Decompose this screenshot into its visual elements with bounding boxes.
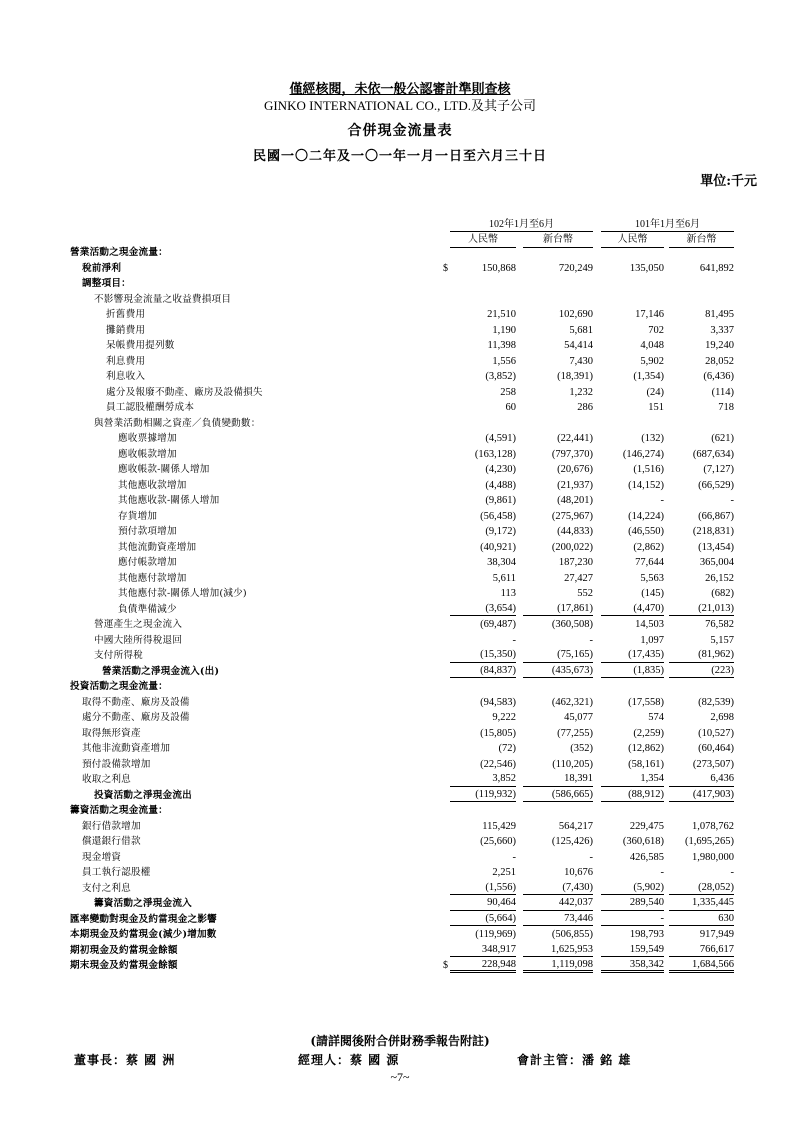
table-row — [0, 571, 800, 587]
table-row — [0, 369, 800, 385]
value-cell: (275,967) — [551, 510, 593, 522]
value-cell: (22,546) — [480, 758, 516, 770]
table-row — [0, 850, 800, 866]
value-cell: - — [589, 634, 593, 646]
table-row — [0, 803, 800, 819]
row-label: 取得無形資產 — [82, 727, 141, 739]
value-cell: (119,932) — [450, 788, 516, 803]
value-cell: 574 — [648, 712, 664, 723]
row-label: 營業活動之淨現金流入(出) — [102, 665, 220, 677]
value-cell: (797,370) — [551, 448, 593, 460]
currency-symbol: $ — [443, 960, 448, 971]
value-cell: (3,654) — [450, 602, 516, 617]
value-cell: 135,050 — [629, 262, 664, 274]
value-cell: (82,539) — [698, 696, 734, 708]
value-cell: - — [660, 495, 664, 506]
value-cell: (5,664) — [450, 912, 516, 927]
row-label: 應付帳款增加 — [118, 557, 177, 568]
table-row — [0, 943, 800, 959]
value-cell: 187,230 — [558, 557, 593, 568]
table-row — [0, 617, 800, 633]
value-cell: (10,527) — [698, 727, 734, 739]
row-label: 利息費用 — [106, 355, 146, 367]
value-cell: (1,516) — [633, 464, 664, 475]
value-cell: (60,464) — [698, 743, 734, 754]
value-cell: (22,441) — [557, 433, 593, 444]
row-label: 其他流動資產增加 — [118, 541, 197, 553]
row-label: 營運產生之現金流入 — [94, 619, 183, 630]
column-group-102: 102年1月至6月 — [450, 218, 593, 232]
value-cell: (66,867) — [698, 510, 734, 522]
table-row — [0, 276, 800, 292]
currency-symbol: $ — [443, 262, 448, 274]
value-cell: (223) — [669, 664, 734, 679]
table-row — [0, 912, 800, 928]
row-label: 員工執行認股權 — [82, 867, 151, 878]
value-cell: (506,855) — [551, 929, 593, 940]
value-cell: 9,222 — [492, 712, 516, 723]
value-cell: 564,217 — [558, 820, 593, 832]
value-cell: 2,251 — [492, 867, 516, 878]
value-cell: (2,259) — [633, 727, 664, 739]
statement-period: 民國一〇二年及一〇一年一月一日至六月三十日 — [252, 149, 547, 164]
table-row — [0, 648, 800, 664]
value-cell: (7,127) — [703, 464, 734, 475]
column-headers — [0, 218, 800, 248]
value-cell: (14,224) — [628, 510, 664, 522]
row-label: 攤銷費用 — [106, 324, 146, 336]
value-cell: - — [589, 851, 593, 863]
value-cell: (586,665) — [523, 788, 593, 803]
value-cell: (17,861) — [523, 602, 593, 617]
value-cell: (1,695,265) — [685, 836, 734, 847]
row-label: 營業活動之現金流量： — [70, 247, 168, 258]
value-cell: (81,962) — [669, 648, 734, 663]
value-cell: 552 — [577, 588, 593, 599]
value-cell: 718 — [718, 402, 734, 413]
row-label: 籌資活動之淨現金流入 — [94, 898, 192, 909]
company-name-zh: 及其子公司 — [471, 99, 537, 114]
row-label: 其他應收款增加 — [118, 479, 187, 491]
value-cell: (462,321) — [551, 696, 593, 708]
row-label: 現金增資 — [82, 851, 122, 863]
table-row — [0, 881, 800, 897]
value-cell: (1,556) — [450, 881, 516, 896]
value-cell: 358,342 — [601, 958, 664, 973]
currency-unit: 單位:千元 — [700, 174, 757, 189]
column-header-ntd-101: 新台幣 — [669, 233, 734, 248]
value-cell: 641,892 — [699, 262, 734, 274]
value-cell: 630 — [669, 912, 734, 927]
value-cell: 6,436 — [669, 772, 734, 787]
row-label: 支付所得稅 — [94, 650, 143, 661]
value-cell: 81,495 — [705, 309, 734, 320]
value-cell: 702 — [648, 324, 664, 336]
value-cell: 4,048 — [640, 340, 664, 351]
row-label: 其他應收款-關係人增加 — [118, 495, 220, 506]
value-cell: (24) — [646, 386, 664, 398]
value-cell: 1,335,445 — [669, 896, 734, 911]
value-cell: (18,391) — [557, 371, 593, 382]
table-row — [0, 896, 800, 912]
row-label: 預付款項增加 — [118, 526, 177, 537]
value-cell: - — [601, 912, 664, 927]
value-cell: 5,681 — [569, 324, 593, 336]
table-row — [0, 462, 800, 478]
value-cell: 45,077 — [564, 712, 593, 723]
row-label: 收取之利息 — [82, 774, 131, 785]
value-cell: (2,862) — [633, 541, 664, 553]
value-cell: 102,690 — [558, 309, 593, 320]
column-header-rmb-102: 人民幣 — [450, 233, 516, 248]
table-row — [0, 757, 800, 773]
value-cell: (1,354) — [633, 371, 664, 382]
value-cell: 426,585 — [629, 851, 664, 863]
row-label: 存貨增加 — [118, 510, 158, 522]
value-cell: 1,556 — [492, 355, 516, 367]
value-cell: (15,350) — [450, 648, 516, 663]
notes-notice: (請詳閱後附合併財務季報告附註) — [310, 1034, 490, 1048]
value-cell: (77,255) — [557, 727, 593, 739]
row-label: 期末現金及約當現金餘額 — [70, 960, 178, 971]
table-row — [0, 292, 800, 308]
value-cell: 54,414 — [564, 340, 593, 351]
row-label: 與營業活動相關之資產／負債變動數： — [94, 417, 261, 429]
value-cell: (4,488) — [485, 479, 516, 491]
value-cell: 1,354 — [601, 772, 664, 787]
table-row — [0, 710, 800, 726]
value-cell: (15,805) — [480, 727, 516, 739]
table-row — [0, 400, 800, 416]
value-cell: 77,644 — [635, 557, 664, 568]
value-cell: (687,634) — [692, 448, 734, 460]
value-cell: 720,249 — [558, 262, 593, 274]
value-cell: (13,454) — [698, 541, 734, 553]
manager-signature: 經理人：蔡 國 源 — [298, 1053, 400, 1067]
row-label: 應收帳款增加 — [118, 448, 177, 460]
value-cell: (21,013) — [669, 602, 734, 617]
row-label: 應收票據增加 — [118, 433, 177, 444]
table-row — [0, 431, 800, 447]
row-label: 員工認股權酬勞成本 — [106, 402, 195, 413]
value-cell: 73,446 — [523, 912, 593, 927]
chairman-signature: 董事長：蔡 國 洲 — [74, 1053, 176, 1067]
value-cell: (69,487) — [480, 619, 516, 630]
value-cell: (218,831) — [692, 526, 734, 537]
value-cell: 766,617 — [669, 943, 734, 958]
value-cell: (72) — [498, 743, 516, 754]
value-cell: - — [730, 867, 734, 878]
table-row — [0, 245, 800, 261]
value-cell: (417,903) — [669, 788, 734, 803]
row-label: 銀行借款增加 — [82, 820, 141, 832]
value-cell: (56,458) — [480, 510, 516, 522]
value-cell: 3,337 — [710, 324, 734, 336]
company-name-en: GINKO INTERNATIONAL CO., LTD. — [263, 98, 471, 113]
value-cell: 229,475 — [629, 820, 664, 832]
value-cell: 228,948 — [450, 958, 516, 973]
value-cell: (17,558) — [628, 696, 664, 708]
value-cell: (119,969) — [475, 929, 516, 940]
row-label: 應收帳款-關係人增加 — [118, 464, 210, 475]
table-row — [0, 540, 800, 556]
value-cell: (114) — [711, 386, 734, 398]
value-cell: (17,435) — [601, 648, 664, 663]
row-label: 處分及報廢不動產、廠房及設備損失 — [106, 386, 263, 398]
value-cell: 1,097 — [640, 634, 664, 646]
row-label: 其他非流動資產增加 — [82, 743, 171, 754]
value-cell: 17,146 — [635, 309, 664, 320]
value-cell: 115,429 — [482, 820, 516, 832]
row-label: 呆帳費用提列數 — [106, 340, 175, 351]
row-label: 預付設備款增加 — [82, 758, 151, 770]
value-cell: (163,128) — [474, 448, 516, 460]
table-row — [0, 385, 800, 401]
value-cell: (4,591) — [485, 433, 516, 444]
value-cell: - — [660, 867, 664, 878]
value-cell: (360,618) — [622, 836, 664, 847]
table-row — [0, 323, 800, 339]
table-row — [0, 741, 800, 757]
value-cell: (4,470) — [601, 602, 664, 617]
value-cell: 28,052 — [705, 355, 734, 367]
row-label: 匯率變動對現金及約當現金之影響 — [70, 913, 217, 925]
row-label: 本期現金及約當現金(減少)增加數 — [70, 929, 217, 940]
value-cell: (435,673) — [523, 664, 593, 679]
table-row — [0, 865, 800, 881]
value-cell: (20,676) — [557, 464, 593, 475]
table-row — [0, 354, 800, 370]
value-cell: (46,550) — [628, 526, 664, 537]
value-cell: 442,037 — [523, 896, 593, 911]
company-name — [0, 95, 800, 114]
value-cell: (5,902) — [601, 881, 664, 896]
value-cell: 5,157 — [710, 634, 734, 646]
table-row — [0, 586, 800, 602]
row-label: 投資活動之現金流量： — [70, 681, 168, 692]
table-row — [0, 307, 800, 323]
row-label: 籌資活動之現金流量： — [70, 805, 168, 816]
table-row — [0, 726, 800, 742]
page-number: ~7~ — [390, 1070, 410, 1084]
value-cell: (125,426) — [551, 836, 593, 847]
table-row — [0, 958, 800, 974]
row-label: 處分不動產、廠房及設備 — [82, 712, 190, 723]
value-cell: 1,232 — [569, 386, 593, 398]
value-cell: (4,230) — [485, 464, 516, 475]
row-label: 償還銀行借款 — [82, 836, 141, 847]
value-cell: 917,949 — [699, 929, 734, 940]
value-cell: 60 — [505, 402, 516, 413]
value-cell: (9,861) — [485, 495, 516, 506]
table-row — [0, 772, 800, 788]
value-cell: (352) — [570, 743, 593, 754]
table-row — [0, 633, 800, 649]
value-cell: (88,912) — [601, 788, 664, 803]
value-cell: 1,190 — [492, 324, 516, 336]
table-row — [0, 695, 800, 711]
value-cell: (7,430) — [523, 881, 593, 896]
value-cell: (6,436) — [703, 371, 734, 382]
value-cell: 19,240 — [705, 340, 734, 351]
column-header-ntd-102: 新台幣 — [523, 233, 593, 248]
value-cell: 38,304 — [487, 557, 516, 568]
table-row — [0, 679, 800, 695]
row-label: 期初現金及約當現金餘額 — [70, 944, 178, 956]
table-row — [0, 555, 800, 571]
value-cell: 2,698 — [710, 712, 734, 723]
row-label: 不影響現金流量之收益費損項目 — [94, 293, 232, 305]
row-label: 中國大陸所得稅退回 — [94, 634, 183, 646]
table-row — [0, 416, 800, 432]
value-cell: 1,980,000 — [692, 851, 734, 863]
value-cell: 76,582 — [705, 619, 734, 630]
accountant-signature: 會計主管：潘 銘 雄 — [517, 1053, 632, 1067]
value-cell: - — [730, 495, 734, 506]
value-cell: 1,625,953 — [523, 943, 593, 958]
value-cell: (25,660) — [480, 836, 516, 847]
value-cell: (14,152) — [628, 479, 664, 491]
value-cell: (66,529) — [698, 479, 734, 491]
row-label: 其他應付款增加 — [118, 572, 187, 584]
table-row — [0, 447, 800, 463]
value-cell: 159,549 — [601, 943, 664, 958]
table-row — [0, 478, 800, 494]
value-cell: 258 — [500, 386, 516, 398]
value-cell: 10,676 — [564, 867, 593, 878]
value-cell: 7,430 — [569, 355, 593, 367]
value-cell: (94,583) — [480, 696, 516, 708]
value-cell: (84,837) — [450, 664, 516, 679]
row-label: 其他應付款-關係人增加(減少) — [118, 588, 247, 599]
value-cell: (9,172) — [485, 526, 516, 537]
column-group-101: 101年1月至6月 — [601, 218, 734, 232]
row-label: 取得不動產、廠房及設備 — [82, 696, 190, 708]
value-cell: 18,391 — [523, 772, 593, 787]
value-cell: (273,507) — [692, 758, 734, 770]
value-cell: 27,427 — [564, 572, 593, 584]
row-label: 調整項目： — [82, 278, 131, 289]
value-cell: 286 — [577, 402, 593, 413]
table-row — [0, 602, 800, 618]
value-cell: 198,793 — [629, 929, 664, 940]
row-label: 利息收入 — [106, 371, 146, 382]
table-row — [0, 788, 800, 804]
table-row — [0, 819, 800, 835]
value-cell: (75,165) — [523, 648, 593, 663]
value-cell: 26,152 — [705, 572, 734, 584]
value-cell: 90,464 — [450, 896, 516, 911]
value-cell: (621) — [711, 433, 734, 444]
table-row — [0, 509, 800, 525]
value-cell: 14,503 — [635, 619, 664, 630]
statement-title: 合併現金流量表 — [347, 123, 453, 139]
value-cell: 365,004 — [699, 557, 734, 568]
value-cell: 151 — [648, 402, 664, 413]
table-row — [0, 927, 800, 943]
value-cell: 5,611 — [492, 572, 516, 584]
value-cell: 21,510 — [487, 309, 516, 320]
value-cell: - — [512, 634, 516, 646]
value-cell: (200,022) — [551, 541, 593, 553]
value-cell: - — [512, 851, 516, 863]
cash-flow-table — [0, 245, 800, 974]
value-cell: (146,274) — [622, 448, 664, 460]
row-label: 支付之利息 — [82, 882, 131, 894]
table-row — [0, 261, 800, 277]
value-cell: (360,508) — [551, 619, 593, 630]
table-row — [0, 524, 800, 540]
value-cell: 1,119,098 — [523, 958, 593, 973]
value-cell: 289,540 — [601, 896, 664, 911]
value-cell: 5,902 — [640, 355, 664, 367]
value-cell: 113 — [500, 588, 516, 599]
value-cell: (48,201) — [557, 495, 593, 506]
value-cell: (1,835) — [601, 664, 664, 679]
row-label: 稅前淨利 — [82, 262, 122, 274]
row-label: 負債準備減少 — [118, 603, 177, 615]
value-cell: (682) — [711, 588, 734, 599]
table-row — [0, 664, 800, 680]
value-cell: 5,563 — [640, 572, 664, 584]
value-cell: (21,937) — [557, 479, 593, 491]
value-cell: 150,868 — [481, 262, 516, 274]
value-cell: (12,862) — [628, 743, 664, 754]
row-label: 折舊費用 — [106, 309, 146, 320]
value-cell: (145) — [641, 588, 664, 599]
value-cell: (132) — [641, 433, 664, 444]
value-cell: (44,833) — [557, 526, 593, 537]
table-row — [0, 338, 800, 354]
value-cell: (40,921) — [480, 541, 516, 553]
value-cell: 3,852 — [450, 772, 516, 787]
value-cell: 11,398 — [487, 340, 516, 351]
value-cell: 1,684,566 — [669, 958, 734, 973]
value-cell: (28,052) — [669, 881, 734, 896]
value-cell: (110,205) — [552, 758, 593, 770]
row-label: 投資活動之淨現金流出 — [94, 789, 192, 801]
value-cell: 348,917 — [450, 943, 516, 958]
column-header-rmb-101: 人民幣 — [601, 233, 664, 248]
review-note: 僅經核閱，未依一般公認審計準則查核 — [289, 82, 511, 97]
value-cell: 1,078,762 — [692, 820, 734, 832]
value-cell: (58,161) — [628, 758, 664, 770]
table-row — [0, 834, 800, 850]
value-cell: (3,852) — [485, 371, 516, 382]
table-row — [0, 493, 800, 509]
